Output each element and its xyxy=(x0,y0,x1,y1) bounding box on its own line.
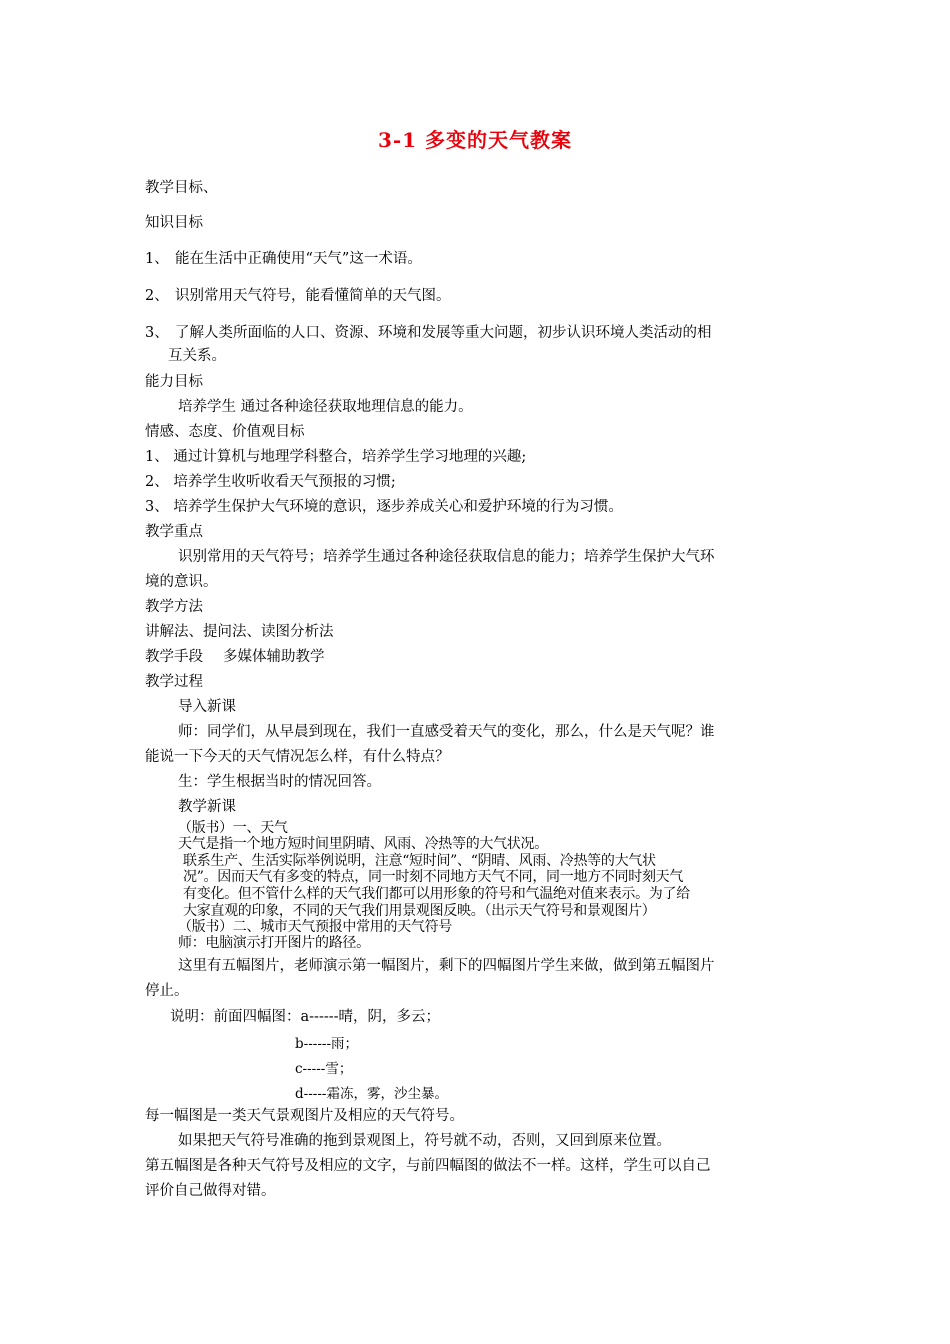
five-pictures-text-cont: 停止。 xyxy=(145,983,189,999)
list-text: 能在生活中正确使用“天气”这一术语。 xyxy=(175,251,422,267)
teaching-means-value: 多媒体辅助教学 xyxy=(223,649,325,665)
knowledge-goal-2 xyxy=(145,287,451,305)
subheading-intro: 导入新课 xyxy=(178,699,236,715)
board-heading-weather: （版书）一、天气 xyxy=(178,820,288,836)
knowledge-goal-1 xyxy=(145,250,422,268)
weather-para-4: 大家直观的印象，不同的天气我们用景观图反映。（出示天气符号和景观图片） xyxy=(183,903,656,919)
five-pictures-text: 这里有五幅图片，老师演示第一幅图片，剩下的四幅图片学生来做，做到第五幅图片 xyxy=(178,958,715,974)
heading-key-points: 教学重点 xyxy=(145,524,203,540)
heading-emotion-goals: 情感、态度、价值观目标 xyxy=(145,424,305,440)
list-number: 3、 xyxy=(145,325,169,341)
each-picture-text: 每一幅图是一类天气景观图片及相应的天气符号。 xyxy=(145,1108,464,1124)
student-answer: 生：学生根据当时的情况回答。 xyxy=(178,774,381,790)
knowledge-goal-3 xyxy=(145,324,712,342)
heading-knowledge-goals: 知识目标 xyxy=(145,215,203,231)
symbol-b: b------雨； xyxy=(295,1036,359,1052)
emotion-goal-2: 2、 培养学生收听收看天气预报的习惯; xyxy=(145,474,396,490)
teaching-means-label: 教学手段 xyxy=(145,649,203,665)
board-heading-symbols: （版书）二、城市天气预报中常用的天气符号 xyxy=(178,919,452,935)
fifth-picture-text: 第五幅图是各种天气符号及相应的文字，与前四幅图的做法不一样。这样，学生可以自己 xyxy=(145,1158,711,1174)
teaching-means xyxy=(145,648,325,666)
weather-para-2: 况”。因而天气有多变的特点，同一时刻不同地方天气不同，同一地方不同时刻天气 xyxy=(183,869,684,885)
weather-para-1: 联系生产、生活实际举例说明，注意“短时间”、“阴晴、风雨、冷热等的大气状 xyxy=(183,853,656,869)
weather-definition: 天气是指一个地方短时间里阴晴、风雨、冷热等的大气状况。 xyxy=(178,836,548,852)
drag-instruction: 如果把天气符号准确的拖到景观图上，符号就不动，否则，又回到原来位置。 xyxy=(178,1133,671,1149)
symbol-d: d-----霜冻，雾，沙尘暴。 xyxy=(295,1086,448,1102)
heading-teaching-goals: 教学目标、 xyxy=(145,180,218,196)
subheading-new-lesson: 教学新课 xyxy=(178,799,236,815)
list-number: 2、 xyxy=(145,288,169,304)
teacher-demo: 师：电脑演示打开图片的路径。 xyxy=(178,935,370,951)
heading-teaching-methods: 教学方法 xyxy=(145,599,203,615)
list-text: 了解人类所面临的人口、资源、环境和发展等重大问题，初步认识环境人类活动的相 xyxy=(175,325,712,341)
key-points-text: 识别常用的天气符号；培养学生通过各种途径获取信息的能力；培养学生保护大气环 xyxy=(178,549,715,565)
heading-ability-goals: 能力目标 xyxy=(145,374,203,390)
list-text: 识别常用天气符号，能看懂简单的天气图。 xyxy=(175,288,451,304)
ability-goal-text: 培养学生 通过各种途径获取地理信息的能力。 xyxy=(178,399,473,415)
list-number: 1、 xyxy=(145,251,169,267)
emotion-goal-3: 3、 培养学生保护大气环境的意识，逐步养成关心和爱护环境的行为习惯。 xyxy=(145,499,623,515)
teaching-methods-text: 讲解法、提问法、读图分析法 xyxy=(145,624,334,640)
key-points-text-cont: 境的意识。 xyxy=(145,574,218,590)
heading-teaching-process: 教学过程 xyxy=(145,674,203,690)
symbol-c: c-----雪； xyxy=(295,1061,353,1077)
teacher-question: 师：同学们，从早晨到现在，我们一直感受着天气的变化，那么，什么是天气呢？谁 xyxy=(178,724,715,740)
weather-para-3: 有变化。但不管什么样的天气我们都可以用形象的符号和气温绝对值来表示。为了给 xyxy=(183,886,690,902)
knowledge-goal-3-cont: 互关系。 xyxy=(168,348,226,364)
emotion-goal-1: 1、 通过计算机与地理学科整合，培养学生学习地理的兴趣; xyxy=(145,449,527,465)
explanation-line: 说明：前面四幅图：a------晴，阴，多云； xyxy=(170,1009,441,1025)
teacher-question-cont: 能说一下今天的天气情况怎么样，有什么特点？ xyxy=(145,749,450,765)
document-title: 3-1 多变的天气教案 xyxy=(377,128,573,152)
fifth-picture-text-cont: 评价自己做得对错。 xyxy=(145,1183,276,1199)
